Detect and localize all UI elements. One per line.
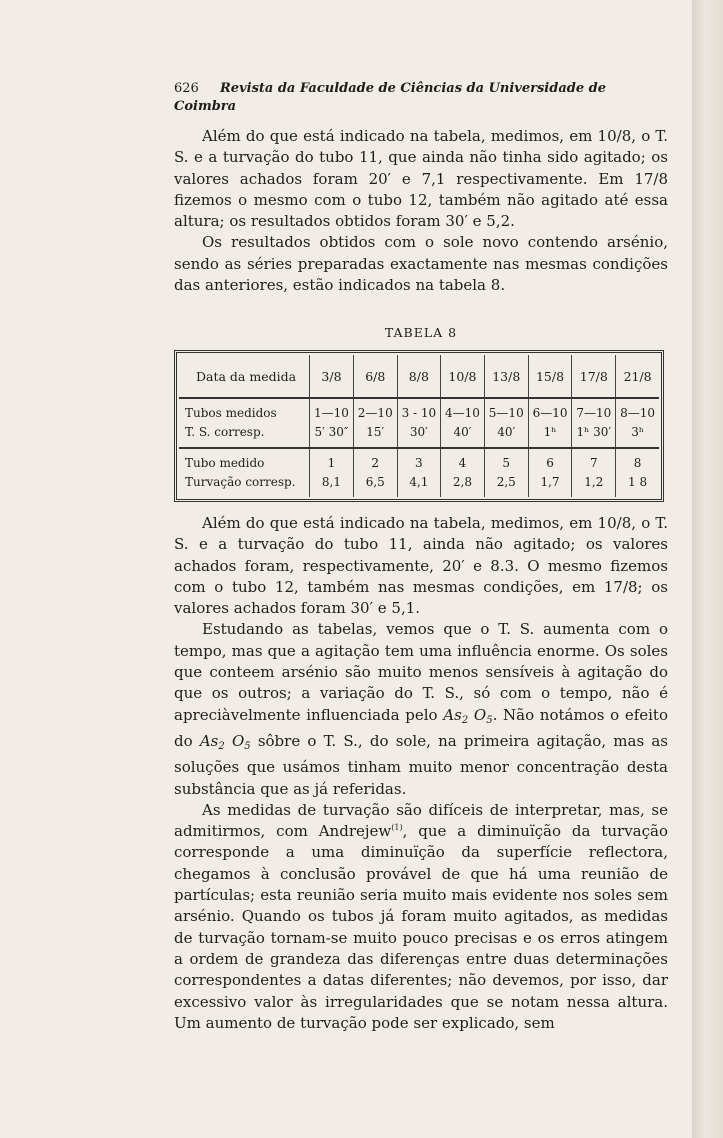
table-cell: 4 [441,448,485,473]
data-table [179,355,659,497]
table-caption: TABELA 8 [384,325,458,340]
paragraph-1: Além do que está indicado na tabela, medimos, em 10/8, o T. S. e a turvação do tubo 11, que ainda não tinha sido agitado; os valores achados foram 20′ e 7,1 respectivamente. Em 17/8 fizemos o mesmo com o tubo 12, também não agitado até essa altura; os resultados obtidos foram 30′ e 5,2. [174,127,668,231]
paragraph-3: Além do que está indicado na tabela, medimos, em 10/8, o T. S. e a turvação do tubo 11, ainda não agitado; os valores achados foram, respectivamente, 20′ e 8.3. O mesmo fizemos com o tubo 12, também nas mesmas condições, em 17/8; os valores achados foram 30′ e 5,1. [174,514,668,618]
table-cell: 2,5 [484,473,528,497]
table-cell: 1 [310,448,354,473]
date-cell: 10/8 [441,355,485,398]
table-cell: 5 [484,448,528,473]
table-cell: 6 [528,448,572,473]
table-cell: 7 [572,448,616,473]
table-cell: 8—10 [616,398,659,423]
table-cell: 40′ [484,423,528,448]
formula-as2o5: $As_2$ $O_5$ [443,705,493,726]
page-number: 626 [174,81,199,96]
table-cell: 5—10 [484,398,528,423]
table-cell: 1 8 [616,473,659,497]
table-row-ts-corresp [179,423,659,448]
date-cell: 15/8 [528,355,572,398]
table-cell: 1,2 [572,473,616,497]
table-cell: 3ʰ [616,423,659,448]
table-cell: 8,1 [310,473,354,497]
table-cell: 5′ 30″ [310,423,354,448]
table-cell: 3 - 10 [397,398,440,423]
table-cell: 6—10 [528,398,572,423]
table-8 [174,350,664,502]
table-row-turvacao-corresp [179,473,659,497]
date-cell: 21/8 [616,355,659,398]
paragraph-4-text-b: . Não notámos o efeito do [174,705,668,750]
table-cell: 4—10 [441,398,485,423]
row-label: T. S. corresp. [185,425,265,439]
paragraph-4-text-c: sôbre o T. S., do sole, na primeira agitação, mas as soluções que usámos tinham muito menor concentração desta substância que as já referidas. [174,731,668,798]
paragraph-4-text-a: Estudando as tabelas, vemos que o T. S. aumenta com o tempo, mas que a agitação tem uma influência enorme. Os soles que conteem arsénio são muito menos sensíveis à agitação do que os outros; a variação do T. S., só com o tempo, não é apreciàvelmente influenciada pelo [174,620,668,724]
table-cell: 15′ [353,423,397,448]
paragraph-5-text-a: As medidas de turvação são difíceis de interpretar, mas, se admitirmos, com Andrejew [174,800,668,841]
text-block-top [174,126,668,296]
header-label: Data da medida [196,368,297,384]
table-cell: 1,7 [528,473,572,497]
paragraph-5-text-b: , que a diminuïção da turvação corresponde a uma diminuïção da superfície reflectora, chegamos à conclusão provável de que há uma reunião de partículas; esta reunião seria muito mais evidente nos soles sem arsénio. Quando os tubos já foram muito agitados, as medidas de turvação tornam-se muito pouco precisas e os erros atingem a ordem de grandeza das diferenças entre duas determinações correspondentes a datas diferentes; não devemos, por isso, dar excessivo valor às irregularidades que se notam nessa altura. Um aumento de turvação pode ser explicado, sem [174,822,668,1032]
table-cell: 2,8 [441,473,485,497]
running-header [174,80,626,116]
table-cell: 6,5 [353,473,397,497]
formula-as2o5: $As_2$ $O_5$ [199,731,251,752]
table-cell: 3 [397,448,440,473]
table-cell: 2 [353,448,397,473]
table-cell: 7—10 [572,398,616,423]
table-header-row [179,355,659,398]
date-cell: 6/8 [353,355,397,398]
page-edge [692,0,723,1138]
date-cell: 8/8 [397,355,440,398]
date-cell: 3/8 [310,355,354,398]
table-cell: 8 [616,448,659,473]
table-cell: 1—10 [310,398,354,423]
table-cell: 40′ [441,423,485,448]
table-row-tubo-medido [179,448,659,473]
row-label: Tubos medidos [179,398,310,423]
table-cell: 30′ [397,423,440,448]
text-block-bottom [174,513,668,1034]
date-cell: 13/8 [484,355,528,398]
table-cell: 1ʰ 30′ [572,423,616,448]
journal-title: Revista da Faculdade de Ciências da Universidade de Coimbra [174,81,607,114]
row-label: Tubo medido [179,448,310,473]
table-row-tubos-medidos [179,398,659,423]
footnote-mark[interactable]: (1) [391,823,403,833]
table-cell: 1ʰ [528,423,572,448]
paragraph-4 [174,619,668,799]
paragraph-5 [174,800,668,1034]
table-cell: 2—10 [353,398,397,423]
row-label: Turvação corresp. [185,475,296,489]
date-cell: 17/8 [572,355,616,398]
table-cell: 4,1 [397,473,440,497]
paragraph-2: Os resultados obtidos com o sole novo contendo arsénio, sendo as séries preparadas exactamente nas mesmas condições das anteriores, estão indicados na tabela 8. [174,233,668,295]
